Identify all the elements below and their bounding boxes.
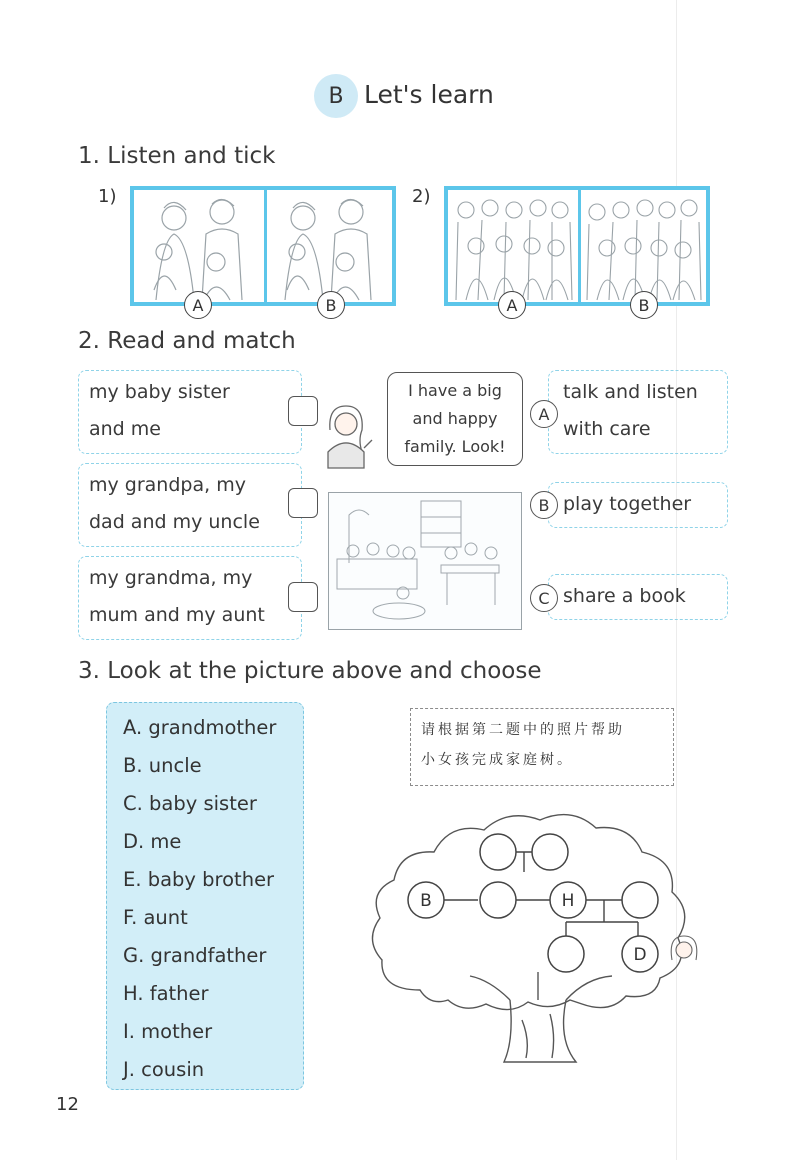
family-illustration-icon xyxy=(267,190,392,302)
match-left-text: my grandma, my xyxy=(89,567,253,589)
choice-item: A. grandmother xyxy=(123,716,277,739)
section-2-title: 2. Read and match xyxy=(78,328,296,354)
choice-item: D. me xyxy=(123,830,182,853)
choice-item: E. baby brother xyxy=(123,868,275,891)
letter-label: A xyxy=(538,404,550,424)
match-answer-box-3[interactable] xyxy=(288,582,318,612)
section-letter-badge xyxy=(314,74,358,118)
match-right-text: play together xyxy=(563,493,692,515)
question-1-picture-b xyxy=(267,190,392,302)
page-number: 12 xyxy=(56,1094,79,1115)
match-right-item-a xyxy=(548,370,728,454)
match-right-item-c xyxy=(548,574,728,620)
match-left-text: mum and my aunt xyxy=(89,604,265,626)
match-left-item-3 xyxy=(78,556,302,640)
tree-node-circle xyxy=(480,834,516,870)
choice-item: H. father xyxy=(123,982,209,1005)
match-left-text: my baby sister xyxy=(89,381,230,403)
match-left-item-2 xyxy=(78,463,302,547)
match-right-text: with care xyxy=(563,418,651,440)
section-1-title: 1. Listen and tick xyxy=(78,143,276,169)
option-label: A xyxy=(192,295,204,315)
page-title: Let's learn xyxy=(364,80,494,109)
tree-label-b: B xyxy=(420,891,432,911)
speech-text: and happy xyxy=(412,409,498,428)
question-1-number: 1) xyxy=(98,186,117,207)
extended-family-illustration-icon xyxy=(448,190,578,302)
section-3-title: 3. Look at the picture above and choose xyxy=(78,658,542,684)
question-2-number: 2) xyxy=(412,186,431,207)
family-illustration-icon xyxy=(134,190,264,302)
option-label: B xyxy=(325,295,337,315)
speech-bubble xyxy=(387,372,523,466)
question-2-option-a[interactable] xyxy=(498,291,526,319)
match-right-item-b xyxy=(548,482,728,528)
tree-label-d: D xyxy=(633,945,647,965)
living-room-illustration-icon xyxy=(329,493,519,627)
match-left-text: my grandpa, my xyxy=(89,474,246,496)
choice-item: F. aunt xyxy=(123,906,188,929)
family-tree-diagram xyxy=(360,800,700,1070)
family-room-picture xyxy=(328,492,522,630)
tree-node-circle xyxy=(622,882,658,918)
tree-label-h: H xyxy=(561,891,575,911)
speech-text: family. Look! xyxy=(404,437,506,456)
speech-text: I have a big xyxy=(408,381,502,400)
option-label: A xyxy=(506,295,518,315)
question-2-picture-a xyxy=(448,190,581,302)
instruction-note xyxy=(410,708,674,786)
match-right-text: talk and listen xyxy=(563,381,698,403)
extended-family-illustration-icon xyxy=(581,190,706,302)
match-answer-box-1[interactable] xyxy=(288,396,318,426)
match-right-text: share a book xyxy=(563,585,686,607)
note-text: 请根据第二题中的照片帮助 xyxy=(421,722,625,738)
match-right-letter-c xyxy=(530,584,558,612)
section-letter: B xyxy=(328,83,344,109)
girl-character-icon xyxy=(318,400,374,470)
letter-label: B xyxy=(538,495,550,515)
question-1-pictures xyxy=(130,186,396,306)
match-left-text: dad and my uncle xyxy=(89,511,260,533)
girl-face-icon xyxy=(671,936,697,960)
match-left-text: and me xyxy=(89,418,161,440)
match-left-item-1 xyxy=(78,370,302,454)
choice-item: B. uncle xyxy=(123,754,202,777)
question-2-picture-b xyxy=(581,190,706,302)
question-1-option-b[interactable] xyxy=(317,291,345,319)
choice-item: I. mother xyxy=(123,1020,213,1043)
question-1-picture-a xyxy=(134,190,267,302)
choice-item: G. grandfather xyxy=(123,944,267,967)
tree-trunk-icon xyxy=(470,972,612,1062)
tree-node-circle xyxy=(548,936,584,972)
choice-list-panel xyxy=(106,702,304,1090)
choice-item: J. cousin xyxy=(123,1058,205,1081)
tree-node-circle xyxy=(532,834,568,870)
note-text: 小女孩完成家庭树。 xyxy=(421,752,574,768)
choice-item: C. baby sister xyxy=(123,792,257,815)
match-answer-box-2[interactable] xyxy=(288,488,318,518)
question-2-option-b[interactable] xyxy=(630,291,658,319)
match-right-letter-a xyxy=(530,400,558,428)
option-label: B xyxy=(638,295,650,315)
question-1-option-a[interactable] xyxy=(184,291,212,319)
question-2-pictures xyxy=(444,186,710,306)
tree-node-circle xyxy=(480,882,516,918)
match-right-letter-b xyxy=(530,491,558,519)
letter-label: C xyxy=(538,588,550,608)
